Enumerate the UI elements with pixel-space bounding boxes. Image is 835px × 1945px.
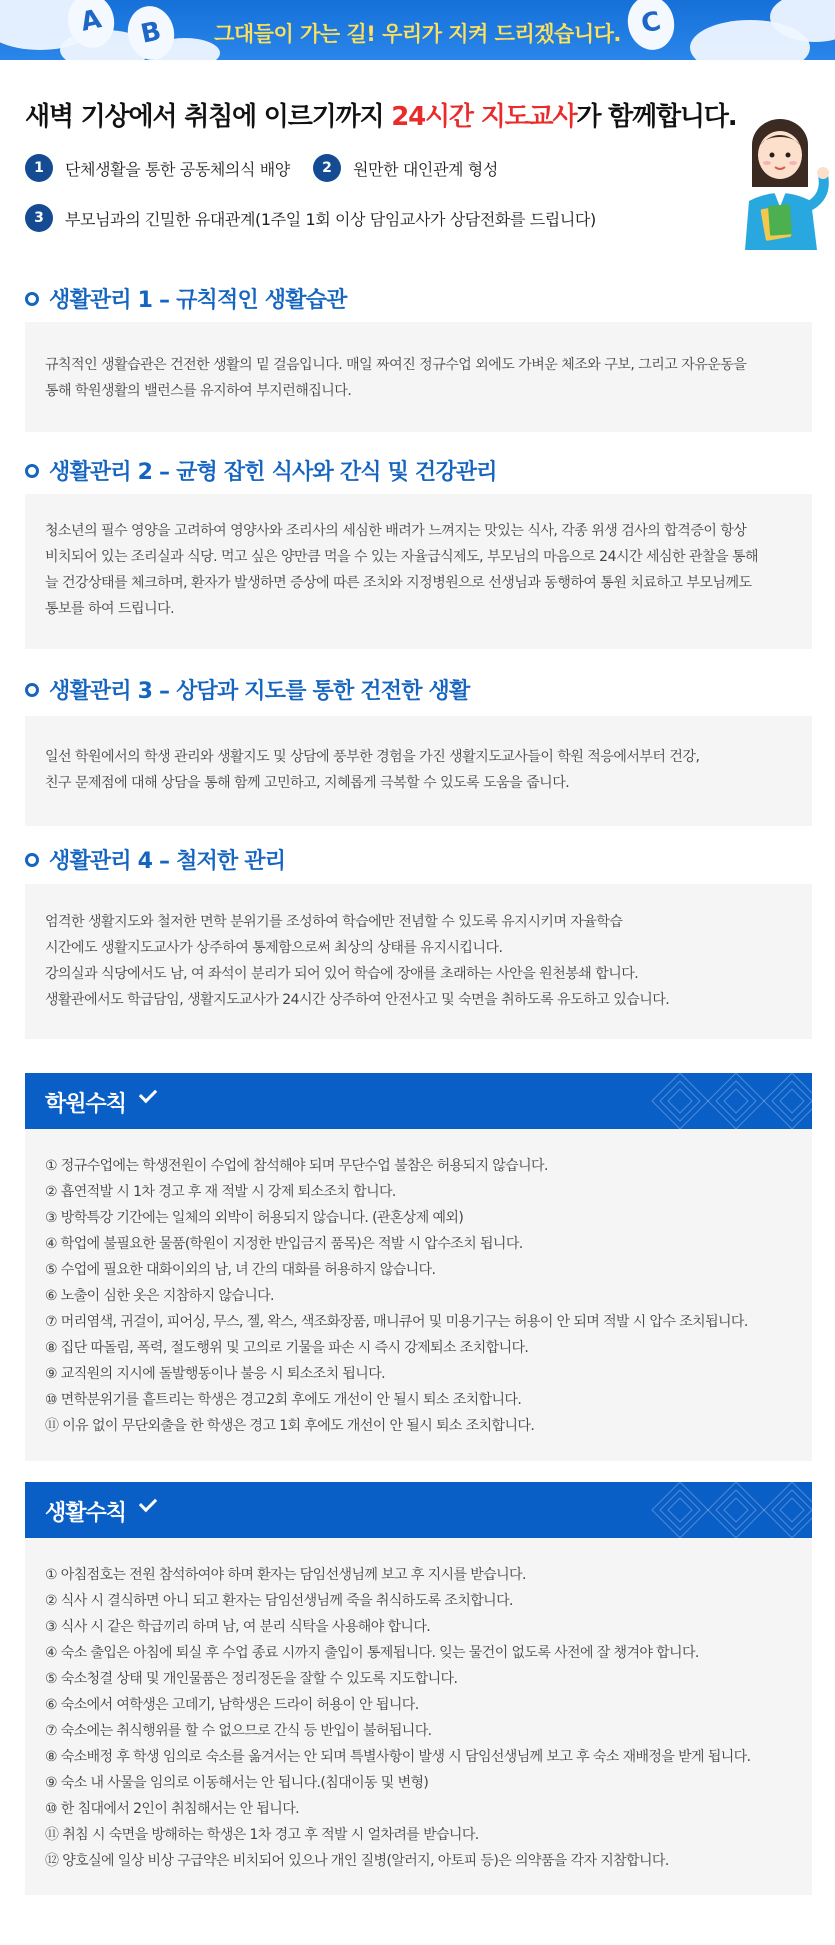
check-icon [139,1494,157,1512]
rule-item: ⑦ 숙소에는 취식행위를 할 수 없으므로 간식 등 반입이 불허됩니다. [45,1723,432,1739]
section-1-content-box [25,322,812,432]
section-text-line: 청소년의 필수 영양을 고려하여 영양사와 조리사의 세심한 배려가 느껴지는 맛있는 식사, 각종 위생 검사의 합격증이 항상 [45,523,747,539]
section-text-line: 통해 학원생활의 밸런스를 유지하여 부지런해집니다. [45,383,352,399]
life-rules-list [45,1562,792,1874]
rule-item: ⑥ 숙소에서 여학생은 고데기, 남학생은 드라이 허용이 안 됩니다. [45,1697,419,1713]
section-4-title [25,844,285,875]
diamond-pattern-decoration [612,1073,812,1129]
section-2-content-box [25,494,812,649]
rule-item: ⑩ 면학분위기를 흩트리는 학생은 경고2회 후에도 개선이 안 될시 퇴소 조치합니다. [45,1392,522,1408]
section-4-content-box [25,884,812,1039]
life-rules-title: 생활수칙 [45,1501,127,1526]
balloon-b: B [123,2,179,60]
intro-point-3 [25,204,596,232]
check-icon [139,1085,157,1103]
rule-item: ② 흡연적발 시 1차 경고 후 재 적발 시 강제 퇴소조치 합니다. [45,1184,396,1200]
ring-bullet-icon [25,683,39,697]
section-text-line: 친구 문제점에 대해 상담을 통해 함께 고민하고, 지혜롭게 극복할 수 있도록 도움을 줍니다. [45,775,570,791]
point-number-badge: 2 [313,154,341,182]
section-text-line: 생활관에서도 학급담임, 생활지도교사가 24시간 상주하여 안전사고 및 숙면을 취하도록 유도하고 있습니다. [45,992,670,1008]
ring-bullet-icon [25,464,39,478]
section-text-line: 비치되어 있는 조리실과 식당. 먹고 싶은 양만큼 먹을 수 있는 자율급식제도, 부모님의 마음으로 24시간 세심한 관찰을 통해 [45,549,759,565]
section-title-text: 생활관리 1 – 규칙적인 생활습관 [49,288,347,313]
life-rules-header [25,1482,812,1538]
rule-item: ⑫ 양호실에 일상 비상 구급약은 비치되어 있으나 개인 질병(알러지, 아토피 등)은 의약품을 각자 지참합니다. [45,1853,669,1869]
ring-bullet-icon [25,292,39,306]
point-number-badge: 3 [25,204,53,232]
rule-item: ⑧ 집단 따돌림, 폭력, 절도행위 및 고의로 기물을 파손 시 즉시 강제퇴소 조치합니다. [45,1340,529,1356]
rule-item: ④ 숙소 출입은 아침에 퇴실 후 수업 종료 시까지 출입이 통제됩니다. 잊는 물건이 없도록 사전에 잘 챙겨야 합니다. [45,1645,699,1661]
section-title-text: 생활관리 2 – 균형 잡힌 식사와 간식 및 건강관리 [49,460,497,485]
academy-rules-box [25,1129,812,1461]
section-text-line: 시간에도 생활지도교사가 상주하여 통제함으로써 최상의 상태를 유지시킵니다. [45,940,503,956]
rule-item: ⑪ 이유 없이 무단외출을 한 학생은 경고 1회 후에도 개선이 안 될시 퇴소 조치합니다. [45,1418,535,1434]
rule-item: ③ 식사 시 같은 학급끼리 하며 남, 여 분리 식탁을 사용해야 합니다. [45,1619,431,1635]
section-3-content-box [25,716,812,826]
point-text: 부모님과의 긴밀한 유대관계(1주일 1회 이상 담임교사가 상담전화를 드립니다) [65,209,596,229]
section-text-line: 강의실과 식당에서도 남, 여 좌석이 분리가 되어 있어 학습에 장애를 초래하는 사안을 원천봉쇄 합니다. [45,966,639,982]
rule-item: ⑧ 숙소배정 후 학생 임의로 숙소를 옮겨서는 안 되며 특별사항이 발생 시 담임선생님께 보고 후 숙소 재배정을 받게 됩니다. [45,1749,751,1765]
intro-point-1 [25,154,290,182]
rule-item: ⑪ 취침 시 숙면을 방해하는 학생은 1차 경고 후 적발 시 얼차려를 받습니다. [45,1827,479,1843]
section-text-line: 늘 건강상태를 체크하며, 환자가 발생하면 증상에 따른 조치와 지정병원으로 선생님과 동행하여 통원 치료하고 부모님께도 [45,575,752,591]
banner-slogan: 그대들이 가는 길! 우리가 지켜 드리겠습니다. [214,22,621,46]
section-2-title [25,455,497,486]
balloon-c: C [623,0,679,54]
intro-headline-end: 가 함께합니다. [576,102,737,132]
academy-rules-header [25,1073,812,1129]
life-rules-box [25,1538,812,1895]
top-banner [0,0,835,60]
balloon-a: A [63,0,119,52]
diamond-pattern-decoration [612,1482,812,1538]
rule-item: ⑨ 숙소 내 사물을 임의로 이동해서는 안 됩니다.(침대이동 및 변형) [45,1775,429,1791]
rule-item: ⑩ 한 침대에서 2인이 취침해서는 안 됩니다. [45,1801,299,1817]
section-title-text: 생활관리 3 – 상담과 지도를 통한 건전한 생활 [49,679,470,704]
intro-headline [25,96,736,133]
section-1-title [25,283,347,314]
teacher-illustration [735,115,830,250]
rule-item: ③ 방학특강 기간에는 일체의 외박이 허용되지 않습니다. (관혼상제 예외) [45,1210,464,1226]
rule-item: ⑥ 노출이 심한 옷은 지참하지 않습니다. [45,1288,274,1304]
rule-item: ① 아침점호는 전원 참석하여야 하며 환자는 담임선생님께 보고 후 지시를 받습니다. [45,1567,526,1583]
section-text-line: 엄격한 생활지도와 철저한 면학 분위기를 조성하여 학습에만 전념할 수 있도록 유지시키며 자율학습 [45,914,623,930]
intro-point-2 [313,154,498,182]
rule-item: ① 정규수업에는 학생전원이 수업에 참석해야 되며 무단수업 불참은 허용되지 않습니다. [45,1158,548,1174]
intro-headline-start: 새벽 기상에서 취침에 이르기까지 [25,102,392,132]
section-text-line: 일선 학원에서의 학생 관리와 생활지도 및 상담에 풍부한 경험을 가진 생활지도교사들이 학원 적응에서부터 건강, [45,749,700,765]
rule-item: ⑦ 머리염색, 귀걸이, 피어싱, 무스, 젤, 왁스, 색조화장품, 매니큐어 및 미용기구는 허용이 안 되며 적발 시 압수 조치됩니다. [45,1314,748,1330]
rule-item: ④ 학업에 불필요한 물품(학원이 지정한 반입금지 품목)은 적발 시 압수조치 됩니다. [45,1236,523,1252]
academy-rules-list [45,1153,792,1439]
intro-headline-highlight: 24시간 지도교사 [391,102,577,132]
ring-bullet-icon [25,853,39,867]
section-title-text: 생활관리 4 – 철저한 관리 [49,849,286,874]
rule-item: ⑤ 수업에 필요한 대화이외의 남, 녀 간의 대화를 허용하지 않습니다. [45,1262,436,1278]
section-3-title [25,674,469,705]
section-text-line: 통보를 하여 드립니다. [45,601,175,617]
rule-item: ② 식사 시 결식하면 아니 되고 환자는 담임선생님께 죽을 취식하도록 조치합니다. [45,1593,513,1609]
point-number-badge: 1 [25,154,53,182]
section-text-line: 규칙적인 생활습관은 건전한 생활의 밑 걸음입니다. 매일 짜여진 정규수업 외에도 가벼운 체조와 구보, 그리고 자유운동을 [45,357,747,373]
point-text: 단체생활을 통한 공동체의식 배양 [65,159,290,179]
point-text: 원만한 대인관계 형성 [353,159,498,179]
academy-rules-title: 학원수칙 [45,1092,127,1117]
rule-item: ⑤ 숙소청결 상태 및 개인물품은 정리정돈을 잘할 수 있도록 지도합니다. [45,1671,458,1687]
rule-item: ⑨ 교직원의 지시에 돌발행동이나 불응 시 퇴소조치 됩니다. [45,1366,386,1382]
